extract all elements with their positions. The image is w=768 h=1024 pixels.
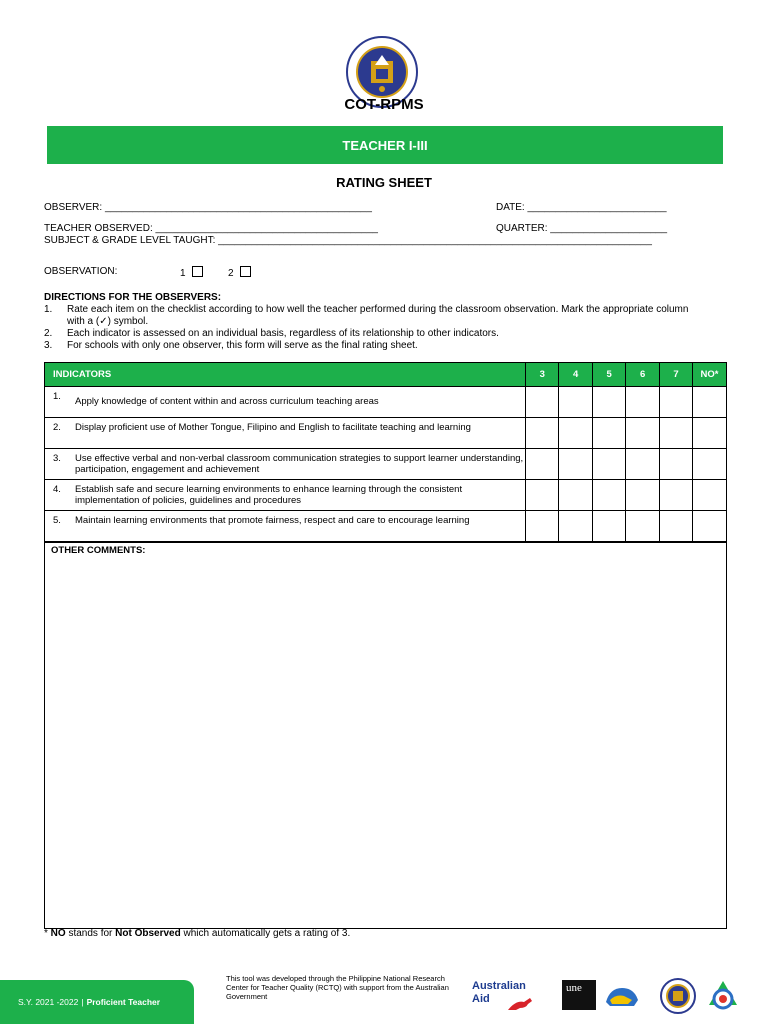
direction-number: 3. bbox=[44, 340, 53, 351]
rating-6-header: 6 bbox=[626, 363, 660, 387]
rating-7-header: 7 bbox=[660, 363, 693, 387]
table-row bbox=[45, 480, 727, 511]
footer-separator: | bbox=[81, 997, 84, 1007]
footnote-no: NO bbox=[50, 928, 66, 939]
rating-cell-5[interactable] bbox=[593, 387, 626, 418]
direction-item bbox=[44, 340, 704, 352]
rating-cell-no[interactable] bbox=[693, 418, 727, 449]
footnote-tail: which automatically gets a rating of 3. bbox=[180, 928, 351, 939]
indicator-text: Apply knowledge of content within and across curriculum teaching areas bbox=[75, 396, 379, 407]
indicator-cell bbox=[45, 387, 526, 418]
observation-label: OBSERVATION: bbox=[44, 266, 118, 277]
rating-cell-6[interactable] bbox=[626, 449, 660, 480]
rating-cell-5[interactable] bbox=[593, 480, 626, 511]
indicator-number: 3. bbox=[53, 453, 61, 464]
table-header-row bbox=[45, 363, 727, 387]
rating-3-header: 3 bbox=[526, 363, 559, 387]
directions-heading: DIRECTIONS FOR THE OBSERVERS: bbox=[44, 292, 222, 303]
kangaroo-icon bbox=[506, 996, 536, 1012]
rating-cell-7[interactable] bbox=[660, 418, 693, 449]
footnote-mid: stands for bbox=[65, 928, 116, 939]
rating-sheet-title: RATING SHEET bbox=[336, 175, 432, 190]
une-logo bbox=[562, 980, 596, 1010]
rating-cell-7[interactable] bbox=[660, 480, 693, 511]
rating-cell-6[interactable] bbox=[626, 418, 660, 449]
indicator-cell bbox=[45, 511, 526, 542]
rating-cell-no[interactable] bbox=[693, 387, 727, 418]
table-row bbox=[45, 449, 727, 480]
rating-cell-6[interactable] bbox=[626, 480, 660, 511]
rating-cell-3[interactable] bbox=[526, 511, 559, 542]
rating-cell-7[interactable] bbox=[660, 449, 693, 480]
subject-grade-field[interactable]: SUBJECT & GRADE LEVEL TAUGHT: ______________________________________________________________________________ bbox=[44, 235, 652, 246]
rating-cell-3[interactable] bbox=[526, 449, 559, 480]
rating-cell-3[interactable] bbox=[526, 387, 559, 418]
school-year: S.Y. 2021 -2022 bbox=[18, 997, 79, 1007]
direction-item bbox=[44, 304, 704, 328]
footer-credit-note: This tool was developed through the Philippine National Research Center for Teacher Quality (RCTQ) with support from the Australian Government bbox=[226, 974, 449, 1001]
rating-cell-4[interactable] bbox=[559, 511, 593, 542]
table-row bbox=[45, 418, 727, 449]
observation-1-checkbox[interactable] bbox=[192, 266, 203, 277]
indicator-text: Use effective verbal and non-verbal classroom communication strategies to support learner understanding, participation, engagement and achievement bbox=[75, 453, 524, 475]
indicators-header: INDICATORS bbox=[45, 363, 526, 387]
document-title: COT-RPMS bbox=[344, 96, 424, 113]
footnote-not-observed: Not Observed bbox=[115, 928, 181, 939]
rating-cell-5[interactable] bbox=[593, 418, 626, 449]
indicator-cell bbox=[45, 449, 526, 480]
footnote-star: * bbox=[44, 928, 51, 939]
australian-aid-logo bbox=[472, 980, 546, 1014]
indicator-text: Establish safe and secure learning environments to enhance learning through the consistent implementation of policies, guidelines and procedures bbox=[75, 484, 463, 506]
observation-option-2[interactable] bbox=[228, 266, 251, 279]
teacher-role: Proficient Teacher bbox=[86, 997, 161, 1007]
indicators-table bbox=[44, 362, 727, 542]
table-row bbox=[45, 511, 727, 542]
indicator-text: Display proficient use of Mother Tongue, Filipino and English to facilitate teaching and learning bbox=[75, 422, 471, 433]
rating-cell-4[interactable] bbox=[559, 449, 593, 480]
direction-text: Each indicator is assessed on an individual basis, regardless of its relationship to other indicators. bbox=[67, 328, 499, 339]
australian-aid-line2: Aid bbox=[472, 993, 490, 1005]
teacher-observed-field[interactable]: TEACHER OBSERVED: ________________________________________ bbox=[44, 223, 378, 234]
une-logo-text: une bbox=[566, 982, 582, 994]
school-year-tab bbox=[0, 980, 194, 1024]
direction-text: Rate each item on the checklist according to how well the teacher performed during the classroom observation. Mark the appropriate column with a (✓) symbol. bbox=[67, 304, 689, 327]
other-comments-label: OTHER COMMENTS: bbox=[51, 545, 146, 556]
indicator-number: 5. bbox=[53, 515, 61, 526]
table-row bbox=[45, 387, 727, 418]
partner-swirl-logo bbox=[704, 978, 742, 1021]
indicator-cell bbox=[45, 480, 526, 511]
indicator-number: 2. bbox=[53, 422, 61, 433]
rating-cell-no[interactable] bbox=[693, 511, 727, 542]
observation-option-2-label: 2 bbox=[228, 268, 234, 279]
rating-cell-3[interactable] bbox=[526, 418, 559, 449]
rating-cell-3[interactable] bbox=[526, 480, 559, 511]
rating-cell-4[interactable] bbox=[559, 387, 593, 418]
indicator-text: Maintain learning environments that promote fairness, respect and care to encourage learning bbox=[75, 515, 470, 526]
australian-aid-line1: Australian bbox=[472, 980, 526, 992]
position-banner bbox=[47, 126, 723, 164]
rating-cell-4[interactable] bbox=[559, 480, 593, 511]
rating-4-header: 4 bbox=[559, 363, 593, 387]
observation-2-checkbox[interactable] bbox=[240, 266, 251, 277]
observer-field[interactable]: OBSERVER: ________________________________________________ bbox=[44, 202, 372, 213]
rating-cell-5[interactable] bbox=[593, 449, 626, 480]
rating-cell-5[interactable] bbox=[593, 511, 626, 542]
rating-cell-no[interactable] bbox=[693, 480, 727, 511]
rating-cell-6[interactable] bbox=[626, 387, 660, 418]
position-banner-text: TEACHER I-III bbox=[342, 137, 428, 153]
observation-option-1-label: 1 bbox=[180, 268, 186, 279]
direction-number: 2. bbox=[44, 328, 53, 339]
quarter-field[interactable]: QUARTER: _____________________ bbox=[496, 223, 668, 234]
observation-option-1[interactable] bbox=[180, 266, 203, 279]
rating-5-header: 5 bbox=[593, 363, 626, 387]
direction-number: 1. bbox=[44, 304, 53, 315]
rctq-seal-icon bbox=[660, 978, 696, 1019]
direction-item bbox=[44, 328, 704, 340]
rating-cell-7[interactable] bbox=[660, 387, 693, 418]
direction-text: For schools with only one observer, this form will serve as the final rating sheet. bbox=[67, 340, 418, 351]
seameo-innotech-logo bbox=[604, 982, 640, 1015]
not-observed-header: NO* bbox=[693, 363, 727, 387]
indicator-cell bbox=[45, 418, 526, 449]
rating-cell-no[interactable] bbox=[693, 449, 727, 480]
date-field[interactable]: DATE: _________________________ bbox=[496, 202, 667, 213]
rating-cell-4[interactable] bbox=[559, 418, 593, 449]
rating-cell-6[interactable] bbox=[626, 511, 660, 542]
rating-cell-7[interactable] bbox=[660, 511, 693, 542]
footnote bbox=[44, 928, 350, 939]
indicator-number: 1. bbox=[53, 391, 61, 402]
indicator-number: 4. bbox=[53, 484, 61, 495]
other-comments-box[interactable] bbox=[44, 542, 727, 929]
